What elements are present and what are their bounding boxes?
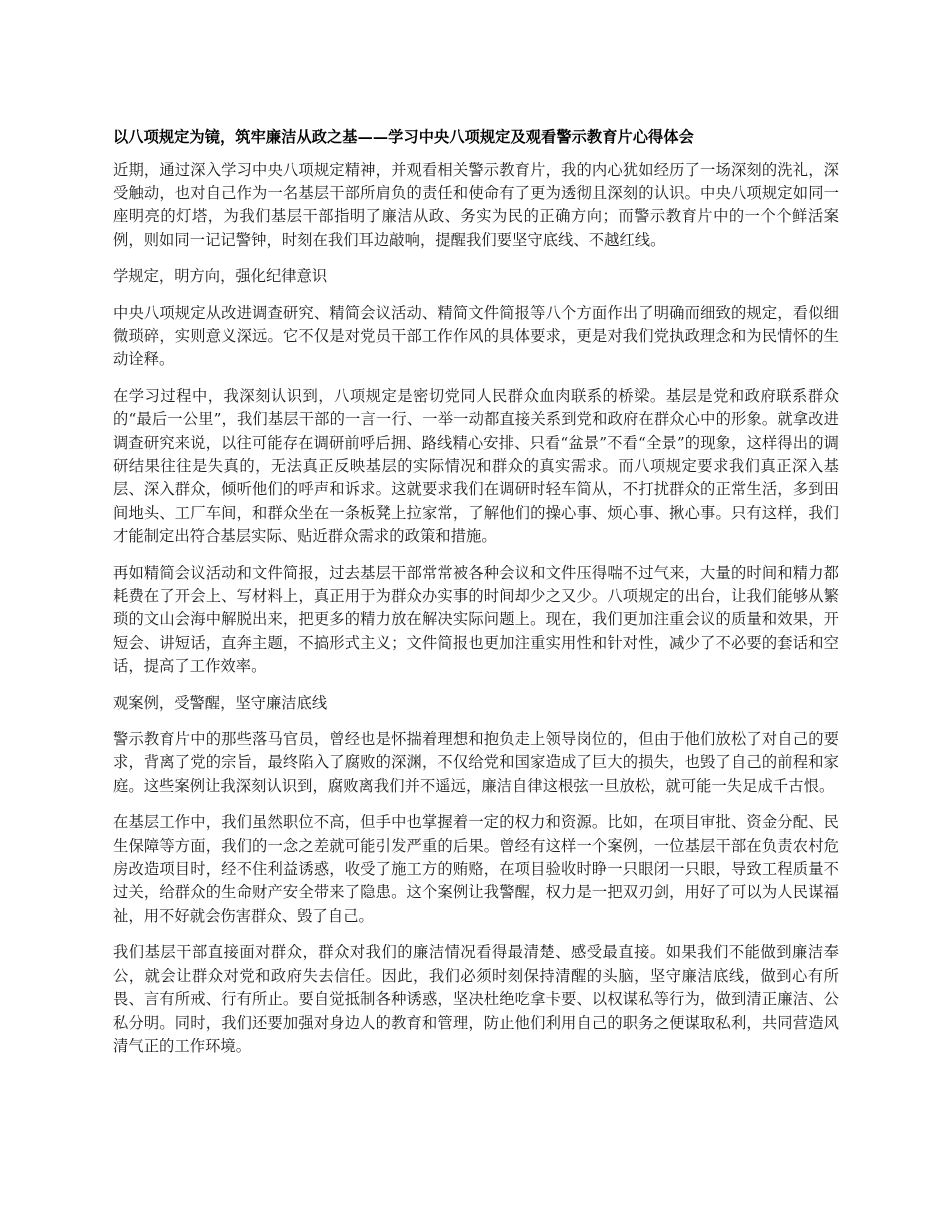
- body-paragraph: 在学习过程中，我深刻认识到，八项规定是密切党同人民群众血肉联系的桥梁。基层是党和政府联系群众的“最后一公里”，我们基层干部的一言一行、一举一动都直接关系到党和政府在群众心中的形象。就拿改进调查研究来说，以往可能存在调研前呼后拥、路线精心安排、只看“盆景”不看“全景”的现象，这样得出的调研结果往往是失真的，无法真正反映基层的实际情况和群众的真实需求。而八项规定要求我们真正深入基层、深入群众，倾听他们的呼声和诉求。这就要求我们在调研时轻车简从，不打扰群众的正常生活，多到田间地头、工厂车间，和群众坐在一条板凳上拉家常，了解他们的操心事、烦心事、揪心事。只有这样，我们才能制定出符合基层实际、贴近群众需求的政策和措施。: [113, 386, 839, 546]
- document-content: [113, 126, 839, 1058]
- body-paragraph: 我们基层干部直接面对群众，群众对我们的廉洁情况看得最清楚、感受最直接。如果我们不能做到廉洁奉公，就会让群众对党和政府失去信任。因此，我们必须时刻保持清醒的头脑，坚守廉洁底线，做到心有所畏、言有所戒、行有所止。要自觉抵制各种诱惑，坚决杜绝吃拿卡要、以权谋私等行为，做到清正廉洁、公私分明。同时，我们还要加强对身边人的教育和管理，防止他们利用自己的职务之便谋取私利，共同营造风清气正的工作环境。: [113, 943, 839, 1055]
- page-title: 以八项规定为镜，筑牢廉洁从政之基——学习中央八项规定及观看警示教育片心得体会: [113, 128, 694, 146]
- body-paragraph: 近期，通过深入学习中央八项规定精神，并观看相关警示教育片，我的内心犹如经历了一场深刻的洗礼，深受触动，也对自己作为一名基层干部所肩负的责任和使命有了更为透彻且深刻的认识。中央八项规定如同一座明亮的灯塔，为我们基层干部指明了廉洁从政、务实为民的正确方向；而警示教育片中的一个个鲜活案例，则如同一记记警钟，时刻在我们耳边敲响，提醒我们要坚守底线、不越红线。: [113, 160, 839, 249]
- body-paragraph: 警示教育片中的那些落马官员，曾经也是怀揣着理想和抱负走上领导岗位的，但由于他们放松了对自己的要求，背离了党的宗旨，最终陷入了腐败的深渊，不仅给党和国家造成了巨大的损失，也毁了自己的前程和家庭。这些案例让我深刻认识到，腐败离我们并不遥远，廉洁自律这根弦一旦放松，就可能一失足成千古恨。: [113, 730, 839, 795]
- body-paragraph: 在基层工作中，我们虽然职位不高，但手中也掌握着一定的权力和资源。比如，在项目审批、资金分配、民生保障等方面，我们的一念之差就可能引发严重的后果。曾经有这样一个案例，一位基层干部在负责农村危房改造项目时，经不住利益诱惑，收受了施工方的贿赂，在项目验收时睁一只眼闭一只眼，导致工程质量不过关，给群众的生命财产安全带来了隐患。这个案例让我警醒，权力是一把双刃剑，用好了可以为人民谋福祉，用不好就会伤害群众、毁了自己。: [113, 813, 839, 925]
- body-paragraph: 再如精简会议活动和文件简报，过去基层干部常常被各种会议和文件压得喘不过气来，大量的时间和精力都耗费在了开会上、写材料上，真正用于为群众办实事的时间却少之又少。八项规定的出台，让我们能够从繁琐的文山会海中解脱出来，把更多的精力放在解决实际问题上。现在，我们更加注重会议的质量和效果，开短会、讲短话，直奔主题，不搞形式主义；文件简报也更加注重实用性和针对性，减少了不必要的套话和空话，提高了工作效率。: [113, 563, 839, 676]
- section-subheading: 观案例，受警醒，坚守廉洁底线: [113, 693, 328, 712]
- body-paragraph: 中央八项规定从改进调查研究、精简会议活动、精简文件简报等八个方面作出了明确而细致的规定，看似细微琐碎，实则意义深远。它不仅是对党员干部工作作风的具体要求，更是对我们党执政理念和为民情怀的生动诠释。: [113, 303, 839, 369]
- document-body: [113, 159, 839, 1059]
- section-subheading: 学规定，明方向，强化纪律意识: [113, 267, 328, 286]
